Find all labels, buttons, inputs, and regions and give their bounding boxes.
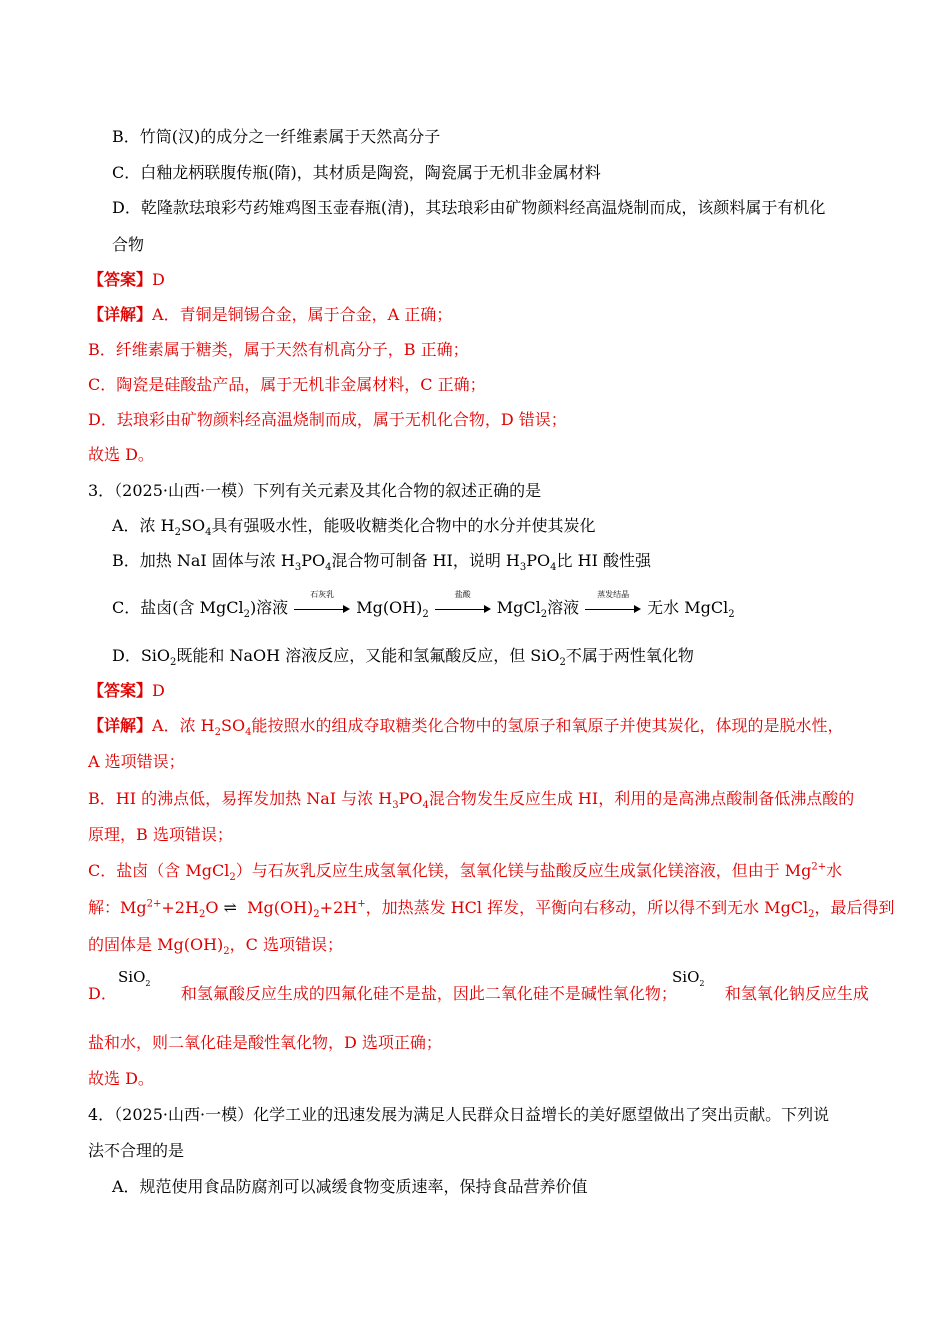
q4-stem-line1: 4．（2025·山西·一模）化学工业的迅速发展为满足人民群众日益增长的美好愿望做出了突出贡献。下列说	[88, 1105, 830, 1124]
reaction-arrow-2: 盐酸	[435, 599, 491, 619]
q4-stem-line2: 法不合理的是	[88, 1141, 185, 1160]
q3-option-d: D．SiO$_2$既能和 NaOH 溶液反应，又能和氢氟酸反应，但 SiO$_2$不属于两性氧化物	[112, 646, 694, 669]
q2-answer	[88, 270, 165, 290]
q4-option-a: A．规范使用食品防腐剂可以减缓食物变质速率，保持食品营养价值	[112, 1177, 588, 1196]
q2-detail-c: C．陶瓷是硅酸盐产品，属于无机非金属材料，C 正确；	[88, 375, 486, 394]
q3-detail-d-line1: D． 和氢氟酸反应生成的四氟化硅不是盐，因此二氧化硅不是碱性氧化物； 和氢氧化钠反应生成	[88, 984, 869, 1003]
q2-option-c: C．白釉龙柄联腹传瓶(隋)，其材质是陶瓷，陶瓷属于无机非金属材料	[112, 163, 601, 182]
detail-text: A．青铜是铜锡合金，属于合金，A 正确；	[152, 305, 453, 324]
detail-tag: 【详解】	[88, 716, 153, 735]
q3-detail-a-line1: 【详解】A．浓 $H_2SO_4$能按照水的组成夺取糖类化合物中的氢原子和氧原子并使其炭化，体现的是脱水性，	[88, 716, 844, 739]
sio2-formula-2: SiO$_2$	[672, 968, 705, 988]
reaction-arrow-1: 石灰乳	[294, 599, 350, 619]
q3-answer	[88, 681, 165, 701]
q3-detail-c-line1: C．盐卤（含 MgCl$_2$）与石灰乳反应生成氢氧化镁，氢氧化镁与盐酸反应生成氯化镁溶液，但由于 $Mg^{2+}$水	[88, 861, 843, 884]
q2-option-d-line2: 合物	[112, 235, 145, 254]
answer-tag: 【答案】	[88, 681, 153, 700]
q3-option-c: C．盐卤(含 MgCl$_2$)溶液 石灰乳 $Mg(OH)_2$ 盐酸 MgCl$_2$溶液 蒸发结晶 无水 MgCl$_2$	[112, 589, 735, 621]
q2-option-d-line1: D．乾隆款珐琅彩芍药雉鸡图玉壶春瓶(清)，其珐琅彩由矿物颜料经高温烧制而成，该颜料属于有机化	[112, 198, 826, 217]
reaction-arrow-3: 蒸发结晶	[585, 599, 641, 619]
q3-stem: 3．（2025·山西·一模）下列有关元素及其化合物的叙述正确的是	[88, 481, 542, 500]
q3-option-b: B．加热 NaI 固体与浓 $H_3PO_4$混合物可制备 HI，说明 $H_3PO_4$比 HI 酸性强	[112, 551, 651, 574]
detail-tag: 【详解】	[88, 305, 153, 324]
q2-option-b: B．竹筒(汉)的成分之一纤维素属于天然高分子	[112, 127, 441, 146]
answer-value: D	[152, 270, 165, 289]
q2-conclusion: 故选 D。	[88, 445, 154, 464]
q3-option-a: A．浓 $H_2SO_4$具有强吸水性，能吸收糖类化合物中的水分并使其炭化	[112, 516, 596, 539]
sio2-formula-1: SiO$_2$	[118, 968, 151, 988]
q3-detail-c-line2: 解：$Mg^{2+}+2H_2O$ ⇌ $Mg(OH)_2+2H^+$，加热蒸发 HCl 挥发，平衡向右移动，所以得不到无水 MgCl$_2$，最后得到	[88, 898, 895, 921]
q2-detail-a	[88, 305, 452, 325]
q3-detail-b-line2: 原理，B 选项错误；	[88, 825, 233, 844]
q3-detail-d-line2: 盐和水，则二氧化硅是酸性氧化物，D 选项正确；	[88, 1033, 442, 1052]
answer-tag: 【答案】	[88, 270, 153, 289]
q3-detail-c-line3: 的固体是 $Mg(OH)_2$，C 选项错误；	[88, 935, 343, 958]
q3-detail-b-line1: B．HI 的沸点低，易挥发加热 NaI 与浓 $H_3PO_4$混合物发生反应生成 HI，利用的是高沸点酸制备低沸点酸的	[88, 789, 855, 812]
equilibrium-arrow: ⇌	[223, 898, 237, 917]
q3-detail-a-line2: A 选项错误；	[88, 752, 185, 771]
answer-value: D	[152, 681, 165, 700]
q2-detail-d: D．珐琅彩由矿物颜料经高温烧制而成，属于无机化合物，D 错误；	[88, 410, 567, 429]
q3-conclusion: 故选 D。	[88, 1069, 154, 1088]
q2-detail-b: B．纤维素属于糖类，属于天然有机高分子，B 正确；	[88, 340, 469, 359]
